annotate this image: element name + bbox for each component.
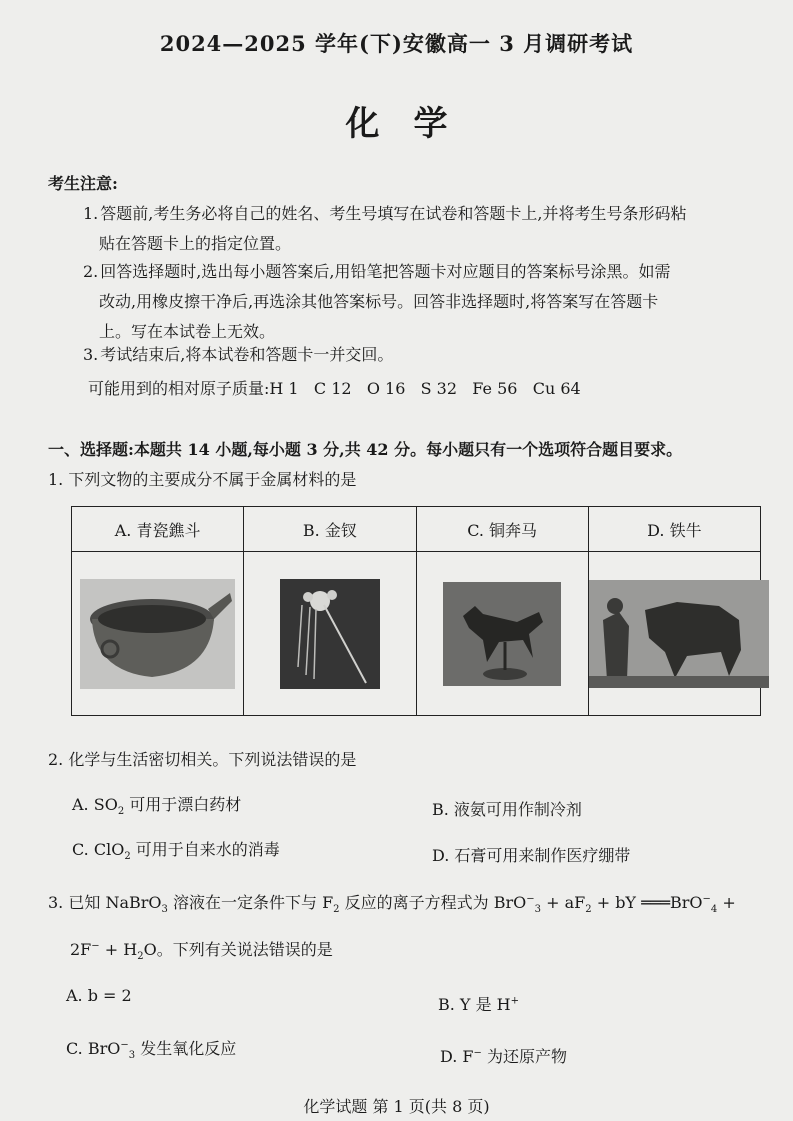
notice-item-text: 贴在答题卡上的指定位置。 — [99, 234, 292, 253]
notice-item-1 — [84, 199, 764, 259]
notice-item-3 — [84, 340, 764, 370]
subscript: 2 — [117, 806, 125, 818]
notice-item-text: 答题前,考生务必将自己的姓名、考生号填写在试卷和答题卡上,并将考生号条形码粘 — [100, 204, 687, 223]
gold-hairpin-image — [280, 579, 380, 689]
superscript: − — [91, 940, 100, 952]
superscript: − — [702, 893, 711, 905]
q3-text: + bY ═══BrO — [591, 893, 703, 912]
q3-text: 反应的离子方程式为 BrO — [339, 893, 527, 912]
option-a-image-cell — [72, 552, 244, 716]
subscript: 4 — [710, 904, 718, 916]
artifact-table — [71, 506, 761, 716]
question-3-line-2 — [70, 937, 333, 962]
q3-option-b-text: B. Y 是 H — [438, 995, 511, 1014]
option-a-label: A. 青瓷鐎斗 — [72, 507, 244, 552]
option-b-image-cell — [244, 552, 416, 716]
q3-text: 2F — [70, 940, 92, 959]
superscript: + — [510, 995, 520, 1007]
iron-ox-image — [589, 580, 769, 688]
question-3-line-1 — [48, 890, 778, 915]
q3-option-b — [438, 992, 519, 1015]
subscript: 3 — [534, 904, 542, 916]
subscript: 2 — [124, 851, 131, 863]
q2-option-a — [72, 792, 241, 817]
q3-option-a: A. b = 2 — [66, 986, 132, 1005]
q2-option-c-text: 可用于自来水的消毒 — [130, 840, 280, 859]
q3-text: + — [717, 893, 736, 912]
ox-icon — [589, 580, 769, 688]
option-b-label: B. 金钗 — [244, 507, 416, 552]
notice-item-text: 考试结束后,将本试卷和答题卡一并交回。 — [100, 345, 394, 364]
subscript: 2 — [585, 904, 592, 916]
notice-item-text: 改动,用橡皮擦干净后,再选涂其他答案标号。回答非选择题时,将答案写在答题卡 — [99, 292, 659, 311]
celadon-vessel-image — [80, 579, 235, 689]
q3-option-c-text: 发生氧化反应 — [135, 1039, 237, 1058]
hairpin-icon — [280, 579, 380, 689]
notice-heading: 考生注意: — [48, 174, 118, 193]
horse-icon — [443, 582, 561, 686]
section-heading: 一、选择题:本题共 14 小题,每小题 3 分,共 42 分。每小题只有一个选项符合题目要求。 — [48, 440, 683, 459]
q3-option-d — [440, 1044, 567, 1067]
question-2-stem: 2. 化学与生活密切相关。下列说法错误的是 — [48, 750, 357, 769]
q2-option-b: B. 液氨可用作制冷剂 — [432, 800, 582, 819]
notice-item-number: 3. — [83, 345, 99, 364]
q2-option-a-text: A. SO — [72, 795, 118, 814]
option-d-label: D. 铁牛 — [588, 507, 760, 552]
q3-text: 3. 已知 NaBrO — [48, 893, 162, 912]
question-1-stem: 1. 下列文物的主要成分不属于金属材料的是 — [48, 470, 357, 489]
q3-option-c — [66, 1036, 236, 1061]
option-d-image-cell — [588, 552, 760, 716]
bronze-horse-image — [443, 582, 561, 686]
notice-item-2 — [84, 257, 764, 347]
atomic-mass-line: 可能用到的相对原子质量:H 1 C 12 O 16 S 32 Fe 56 Cu 64 — [88, 379, 581, 398]
superscript: − — [526, 893, 535, 905]
q2-option-c-text: C. ClO — [72, 840, 125, 859]
subject-title: 化学 — [345, 104, 482, 144]
q3-option-c-text: C. BrO — [66, 1039, 121, 1058]
celadon-vessel-icon — [80, 579, 235, 689]
q3-text: 溶液在一定条件下与 F — [167, 893, 334, 912]
subscript: 2 — [333, 904, 340, 916]
q3-text: + aF — [541, 893, 586, 912]
page-footer: 化学试题 第 1 页(共 8 页) — [303, 1097, 490, 1116]
notice-item-number: 2. — [83, 262, 99, 281]
q2-option-a-text: 可用于漂白药材 — [124, 795, 242, 814]
notice-item-text: 回答选择题时,选出每小题答案后,用铅笔把答题卡对应题目的答案标号涂黑。如需 — [100, 262, 671, 281]
q3-text: + H — [99, 940, 138, 959]
q3-option-d-text: 为还原产物 — [481, 1047, 568, 1066]
q2-option-c — [72, 837, 280, 862]
superscript: − — [120, 1039, 129, 1051]
q2-option-d: D. 石膏可用来制作医疗绷带 — [432, 846, 631, 865]
option-c-image-cell — [416, 552, 588, 716]
q3-text: O。下列有关说法错误的是 — [143, 940, 333, 959]
notice-item-text: 上。写在本试卷上无效。 — [99, 322, 276, 341]
subscript: 2 — [137, 951, 144, 963]
notice-item-number: 1. — [83, 204, 99, 223]
subscript: 3 — [128, 1050, 136, 1062]
exam-title: 2024—2025 学年(下)安徽高一 3 月调研考试 — [159, 31, 634, 56]
superscript: − — [473, 1047, 482, 1059]
q3-option-d-text: D. F — [440, 1047, 474, 1066]
option-c-label: C. 铜奔马 — [416, 507, 588, 552]
subscript: 3 — [161, 904, 168, 916]
